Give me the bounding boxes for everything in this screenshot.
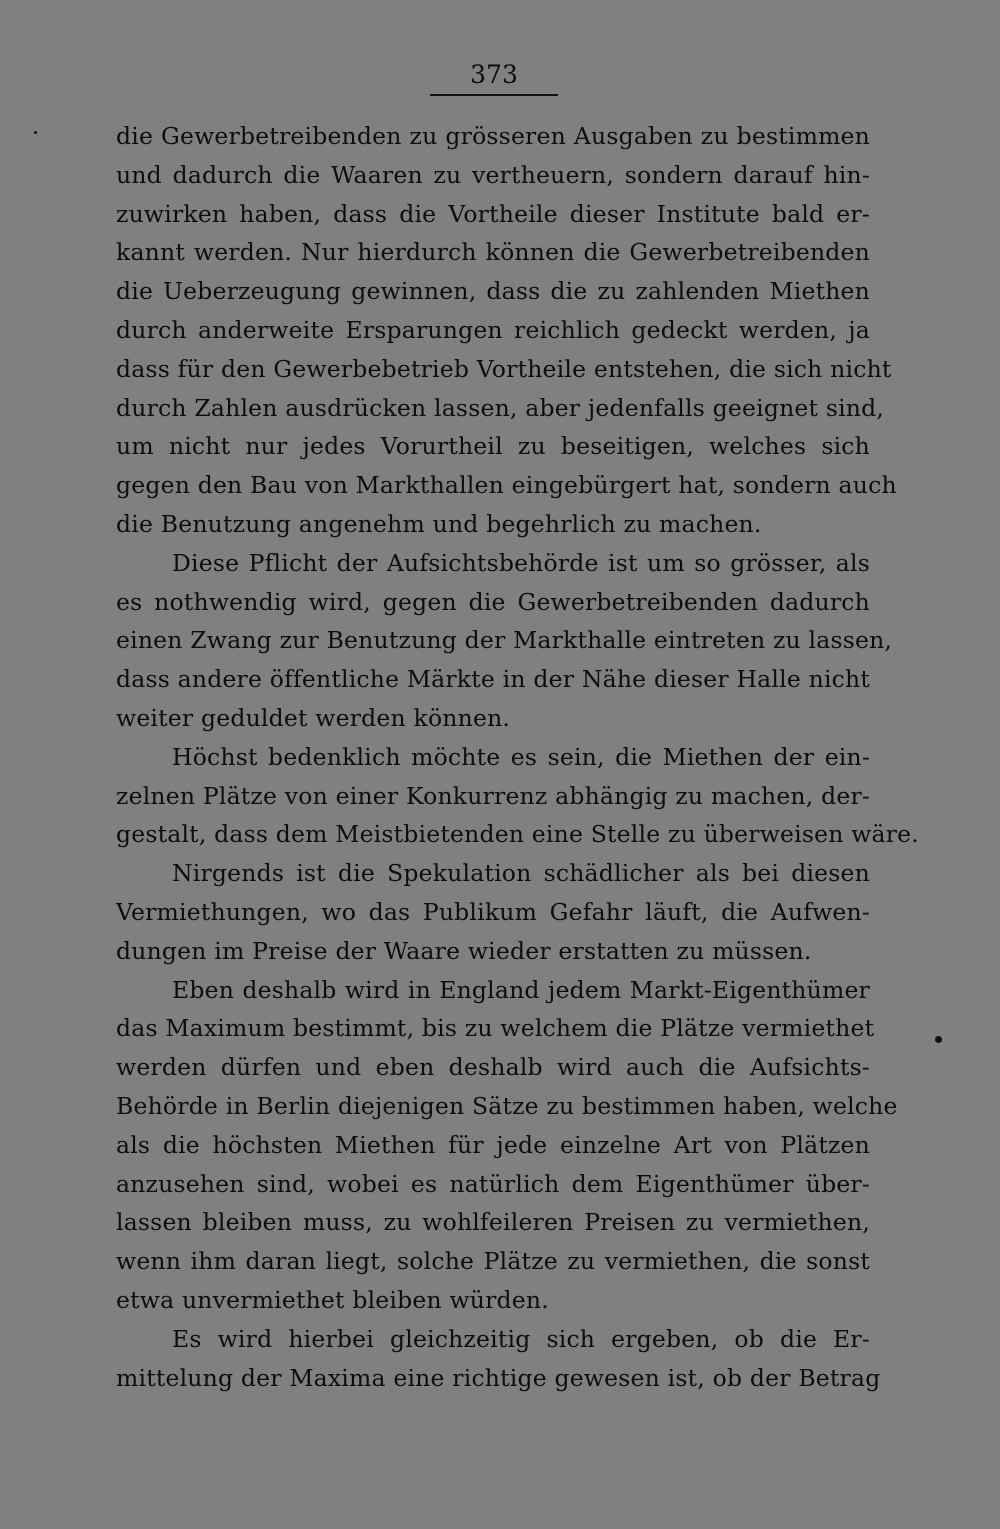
text-line: dass andere öffentliche Märkte in der Nähe dieser Halle nicht [116, 665, 870, 694]
text-line: Es wird hierbei gleichzeitig sich ergeben, ob die Er- [172, 1324, 870, 1353]
text-line: das Maximum bestimmt, bis zu welchem die Plätze vermiethet [116, 1014, 875, 1043]
text-line: die Gewerbetreibenden zu grösseren Ausgaben zu bestimmen [116, 122, 870, 150]
text-line: um nicht nur jedes Vorurtheil zu beseitigen, welches sich [116, 432, 870, 461]
print-speck [34, 131, 37, 134]
text-line: Höchst bedenklich möchte es sein, die Miethen der ein- [172, 742, 870, 771]
text-line: weiter geduldet werden können. [116, 703, 511, 732]
text-line: dungen im Preise der Waare wieder erstatten zu müssen. [116, 936, 812, 965]
text-line: Diese Pflicht der Aufsichtsbehörde ist um so grösser, als [172, 548, 870, 577]
text-line: gestalt, dass dem Meistbietenden eine Stelle zu überweisen wäre. [116, 820, 919, 849]
text-line: wenn ihm daran liegt, solche Plätze zu vermiethen, die sonst [116, 1247, 870, 1276]
text-line: dass für den Gewerbebetrieb Vortheile entstehen, die sich nicht [116, 354, 892, 383]
body-text [116, 117, 919, 1397]
text-line: Eben deshalb wird in England jedem Markt-Eigenthümer [172, 975, 870, 1004]
text-line: als die höchsten Miethen für jede einzelne Art von Plätzen [116, 1130, 870, 1159]
page-number: 373 [430, 58, 558, 96]
text-line: die Ueberzeugung gewinnen, dass die zu zahlenden Miethen [116, 277, 870, 306]
text-line: zelnen Plätze von einer Konkurrenz abhängig zu machen, der- [116, 781, 871, 810]
text-line: durch anderweite Ersparungen reichlich gedeckt werden, ja [116, 315, 870, 344]
text-line: anzusehen sind, wobei es natürlich dem Eigenthümer über- [116, 1169, 870, 1198]
text-line: zuwirken haben, dass die Vortheile dieser Institute bald er- [116, 199, 870, 228]
text-line: Behörde in Berlin diejenigen Sätze zu bestimmen haben, welche [116, 1091, 898, 1120]
text-line: werden dürfen und eben deshalb wird auch die Aufsichts- [116, 1053, 870, 1082]
text-line: kannt werden. Nur hierdurch können die Gewerbetreibenden [116, 238, 870, 267]
text-line: und dadurch die Waaren zu vertheuern, sondern darauf hin- [116, 160, 870, 189]
text-line: Vermiethungen, wo das Publikum Gefahr läuft, die Aufwen- [116, 897, 870, 926]
text-line: Nirgends ist die Spekulation schädlicher als bei diesen [172, 859, 870, 888]
text-line: es nothwendig wird, gegen die Gewerbetreibenden dadurch [116, 587, 870, 616]
text-line: lassen bleiben muss, zu wohlfeileren Preisen zu vermiethen, [116, 1208, 870, 1237]
text-line: die Benutzung angenehm und begehrlich zu machen. [116, 509, 762, 538]
print-speck [935, 1036, 942, 1043]
text-line: mittelung der Maxima eine richtige gewesen ist, ob der Betrag [116, 1363, 881, 1392]
text-line: etwa unvermiethet bleiben würden. [116, 1285, 549, 1314]
text-line: einen Zwang zur Benutzung der Markthalle eintreten zu lassen, [116, 626, 893, 655]
text-line: durch Zahlen ausdrücken lassen, aber jedenfalls geeignet sind, [116, 393, 885, 422]
text-line: gegen den Bau von Markthallen eingebürgert hat, sondern auch [116, 471, 897, 500]
